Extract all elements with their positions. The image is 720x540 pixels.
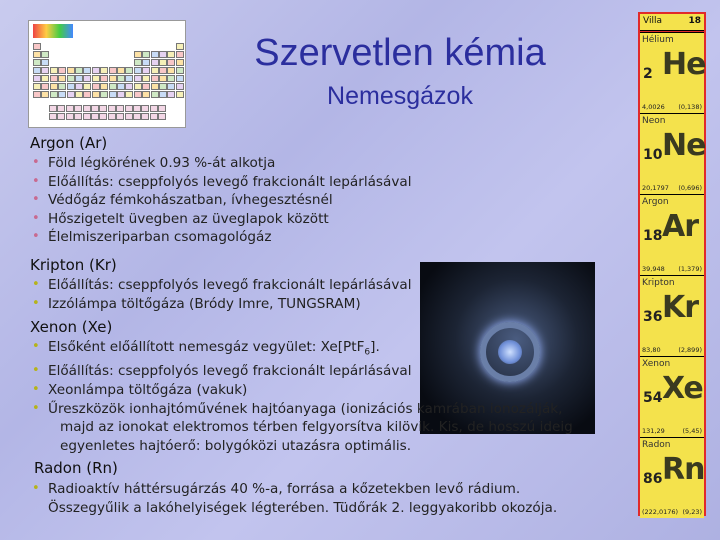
periodic-cell bbox=[125, 83, 133, 90]
slide-subtitle: Nemesgázok bbox=[327, 82, 473, 110]
periodic-cell bbox=[58, 67, 66, 74]
periodic-table-header-bar bbox=[33, 24, 73, 38]
list-item-text: Élelmiszeriparban csomagológáz bbox=[48, 229, 272, 246]
boiling-point: (2,899) bbox=[678, 346, 702, 354]
periodic-cell bbox=[159, 51, 167, 58]
periodic-cell bbox=[167, 59, 175, 66]
periodic-cell bbox=[66, 105, 74, 112]
periodic-cell bbox=[134, 75, 142, 82]
periodic-cell bbox=[109, 83, 117, 90]
element-card bbox=[640, 437, 704, 518]
periodic-cell bbox=[150, 113, 158, 120]
periodic-cell bbox=[151, 51, 159, 58]
element-name: Hélium bbox=[642, 35, 674, 45]
list-item-text: Elsőként előállított nemesgáz vegyület: Xe[PtF bbox=[48, 339, 365, 355]
list-item-text: Előállítás: cseppfolyós levegő frakcionált lepárlásával bbox=[48, 363, 412, 380]
periodic-cell bbox=[50, 67, 58, 74]
periodic-cell bbox=[133, 105, 141, 112]
list-item bbox=[30, 173, 412, 192]
periodic-cell bbox=[176, 91, 184, 98]
element-symbol: Rn bbox=[662, 452, 705, 487]
atomic-mass: 83,80 bbox=[642, 346, 661, 354]
periodic-cell bbox=[151, 67, 159, 74]
periodic-cell bbox=[109, 67, 117, 74]
subscript: 6 bbox=[364, 347, 371, 358]
periodic-cell bbox=[57, 113, 65, 120]
bullet-icon: • bbox=[32, 192, 40, 208]
periodic-cell bbox=[83, 113, 91, 120]
periodic-cell bbox=[41, 59, 49, 66]
periodic-cell bbox=[151, 91, 159, 98]
periodic-cell bbox=[100, 83, 108, 90]
list-item bbox=[30, 381, 573, 400]
periodic-cell bbox=[176, 75, 184, 82]
element-symbol: Ar bbox=[662, 209, 699, 244]
list-item-text: Föld légkörének 0.93 %-át alkotja bbox=[48, 155, 276, 171]
periodic-cell bbox=[100, 67, 108, 74]
periodic-cell bbox=[33, 59, 41, 66]
group-header bbox=[640, 14, 704, 31]
periodic-cell bbox=[41, 51, 49, 58]
periodic-cell bbox=[99, 105, 107, 112]
periodic-cell bbox=[141, 113, 149, 120]
group-label: Villa bbox=[643, 16, 662, 26]
list-item-text-end: ]. bbox=[370, 339, 380, 355]
radon-list bbox=[30, 480, 557, 517]
boiling-point: (0,696) bbox=[678, 184, 702, 192]
list-item-text: Radioaktív háttérsugárzás 40 %-a, forrása a kőzetekben levő rádium. bbox=[48, 481, 521, 497]
periodic-cell bbox=[159, 59, 167, 66]
bullet-icon: • bbox=[32, 400, 40, 416]
periodic-cell bbox=[91, 113, 99, 120]
periodic-cell bbox=[83, 83, 91, 90]
noble-gas-column bbox=[638, 12, 706, 516]
periodic-cell bbox=[151, 75, 159, 82]
periodic-cell bbox=[142, 75, 150, 82]
atomic-number: 10 bbox=[643, 147, 663, 163]
periodic-cell bbox=[117, 75, 125, 82]
periodic-cell bbox=[75, 83, 83, 90]
periodic-cell bbox=[125, 113, 133, 120]
list-item bbox=[30, 400, 573, 456]
periodic-table-image bbox=[28, 20, 186, 128]
list-item-text: Izzólámpa töltőgáza (Bródy Imre, TUNGSRAM) bbox=[48, 295, 361, 312]
periodic-cell bbox=[176, 83, 184, 90]
element-card bbox=[640, 275, 704, 356]
periodic-cell bbox=[134, 67, 142, 74]
group-number: 18 bbox=[688, 16, 701, 26]
periodic-cell bbox=[75, 67, 83, 74]
element-symbol: Kr bbox=[662, 290, 699, 325]
periodic-cell bbox=[116, 113, 124, 120]
list-item-continuation: egyenletes hajtóerő: bolygóközi utazásra optimális. bbox=[60, 437, 412, 454]
boiling-point: (1,379) bbox=[678, 265, 702, 273]
list-item bbox=[30, 191, 412, 210]
periodic-cell bbox=[100, 75, 108, 82]
argon-heading: Argon (Ar) bbox=[30, 134, 108, 152]
periodic-cell bbox=[151, 59, 159, 66]
bullet-icon: • bbox=[32, 229, 40, 245]
periodic-cell bbox=[167, 83, 175, 90]
bullet-icon: • bbox=[32, 173, 40, 189]
element-card bbox=[640, 356, 704, 437]
periodic-cell bbox=[117, 67, 125, 74]
periodic-cell bbox=[159, 91, 167, 98]
element-card bbox=[640, 113, 704, 194]
periodic-cell bbox=[134, 51, 142, 58]
periodic-cell bbox=[50, 83, 58, 90]
element-name: Kripton bbox=[642, 278, 675, 288]
bullet-icon: • bbox=[32, 339, 40, 354]
periodic-cell bbox=[83, 67, 91, 74]
periodic-cell bbox=[125, 75, 133, 82]
list-item-text: Xeonlámpa töltőgáza (vakuk) bbox=[48, 381, 248, 398]
periodic-cell bbox=[33, 83, 41, 90]
list-item bbox=[30, 154, 412, 173]
list-item-text: Előállítás: cseppfolyós levegő frakcionált lepárlásával bbox=[48, 277, 412, 293]
list-item-text: Hőszigetelt üvegben az üveglapok között bbox=[48, 210, 329, 227]
periodic-cell bbox=[83, 91, 91, 98]
atomic-mass: 4,0026 bbox=[642, 103, 665, 111]
periodic-cell bbox=[151, 83, 159, 90]
periodic-cell bbox=[150, 105, 158, 112]
periodic-cell bbox=[33, 43, 41, 50]
periodic-cell bbox=[33, 75, 41, 82]
bullet-icon: • bbox=[32, 295, 40, 311]
element-name: Radon bbox=[642, 440, 671, 450]
periodic-cell bbox=[41, 91, 49, 98]
atomic-mass: (222,0176) bbox=[642, 508, 679, 516]
periodic-cell bbox=[92, 91, 100, 98]
periodic-cell bbox=[108, 105, 116, 112]
periodic-cell bbox=[92, 83, 100, 90]
bullet-icon: • bbox=[32, 363, 40, 379]
periodic-cell bbox=[75, 91, 83, 98]
periodic-cell bbox=[159, 75, 167, 82]
periodic-cell bbox=[33, 51, 41, 58]
periodic-cell bbox=[67, 75, 75, 82]
periodic-cell bbox=[134, 91, 142, 98]
periodic-cell bbox=[125, 105, 133, 112]
periodic-cell bbox=[158, 113, 166, 120]
periodic-cell bbox=[125, 91, 133, 98]
periodic-cell bbox=[176, 59, 184, 66]
periodic-cell bbox=[41, 75, 49, 82]
periodic-cell bbox=[50, 91, 58, 98]
periodic-cell bbox=[142, 91, 150, 98]
periodic-cell bbox=[58, 91, 66, 98]
xenon-heading: Xenon (Xe) bbox=[30, 318, 113, 336]
periodic-cell bbox=[83, 105, 91, 112]
periodic-cell bbox=[134, 83, 142, 90]
periodic-cell bbox=[158, 105, 166, 112]
periodic-cell bbox=[109, 91, 117, 98]
periodic-cell bbox=[167, 91, 175, 98]
periodic-cell bbox=[58, 83, 66, 90]
list-item bbox=[30, 480, 557, 517]
element-symbol: Xe bbox=[662, 371, 703, 406]
periodic-cell bbox=[109, 75, 117, 82]
element-symbol: He bbox=[662, 47, 706, 82]
periodic-cell bbox=[91, 105, 99, 112]
periodic-cell bbox=[49, 113, 57, 120]
bullet-icon: • bbox=[32, 277, 40, 292]
atomic-mass: 39,948 bbox=[642, 265, 665, 273]
periodic-cell bbox=[75, 75, 83, 82]
periodic-cell bbox=[67, 91, 75, 98]
argon-list bbox=[30, 154, 412, 247]
atomic-number: 86 bbox=[643, 471, 663, 487]
atomic-number: 18 bbox=[643, 228, 663, 244]
periodic-cell bbox=[176, 43, 184, 50]
periodic-cell bbox=[74, 113, 82, 120]
periodic-cell bbox=[142, 59, 150, 66]
periodic-cell bbox=[116, 105, 124, 112]
boiling-point: (9,23) bbox=[682, 508, 702, 516]
periodic-cell bbox=[74, 105, 82, 112]
list-item-continuation: Összegyűlik a lakóhelyiségek légterében. Tüdőrák 2. leggyakoribb okozója. bbox=[48, 499, 558, 516]
periodic-cell bbox=[167, 75, 175, 82]
element-name: Neon bbox=[642, 116, 666, 126]
xenon-list bbox=[30, 338, 573, 455]
periodic-cell bbox=[117, 91, 125, 98]
atomic-mass: 20,1797 bbox=[642, 184, 669, 192]
bullet-icon: • bbox=[32, 381, 40, 397]
list-item bbox=[30, 276, 412, 295]
periodic-cell bbox=[142, 67, 150, 74]
periodic-cell bbox=[92, 75, 100, 82]
radon-heading: Radon (Rn) bbox=[34, 459, 118, 477]
periodic-cell bbox=[142, 83, 150, 90]
periodic-cell bbox=[176, 51, 184, 58]
periodic-cell bbox=[99, 113, 107, 120]
list-item-text: Előállítás: cseppfolyós levegő frakcionált lepárlásával bbox=[48, 173, 412, 190]
element-symbol: Ne bbox=[662, 128, 706, 163]
periodic-cell bbox=[176, 67, 184, 74]
atomic-mass: 131,29 bbox=[642, 427, 665, 435]
periodic-cell bbox=[33, 91, 41, 98]
periodic-cell bbox=[141, 105, 149, 112]
periodic-cell bbox=[41, 83, 49, 90]
periodic-cell bbox=[67, 83, 75, 90]
kripton-list bbox=[30, 276, 412, 313]
periodic-cell bbox=[108, 113, 116, 120]
list-item bbox=[30, 362, 573, 381]
periodic-cell bbox=[66, 113, 74, 120]
list-item-text: Űreszközök ionhajtóművének hajtóanyaga (ionizációs kamrában ionozálják, bbox=[48, 400, 563, 417]
periodic-cell bbox=[92, 67, 100, 74]
periodic-cell bbox=[167, 67, 175, 74]
periodic-cell bbox=[142, 51, 150, 58]
kripton-heading: Kripton (Kr) bbox=[30, 256, 117, 274]
periodic-cell bbox=[133, 113, 141, 120]
periodic-cell bbox=[83, 75, 91, 82]
element-name: Argon bbox=[642, 197, 669, 207]
element-name: Xenon bbox=[642, 359, 671, 369]
periodic-cell bbox=[58, 75, 66, 82]
atomic-number: 36 bbox=[643, 309, 663, 325]
boiling-point: (0,138) bbox=[678, 103, 702, 111]
periodic-cell bbox=[49, 105, 57, 112]
list-item-text: Védőgáz fémkohászatban, ívhegesztésnél bbox=[48, 192, 333, 209]
bullet-icon: • bbox=[32, 481, 40, 496]
bullet-icon: • bbox=[32, 210, 40, 226]
list-item bbox=[30, 295, 412, 314]
bullet-icon: • bbox=[32, 155, 40, 170]
periodic-cell bbox=[134, 59, 142, 66]
list-item bbox=[30, 228, 412, 247]
periodic-cell bbox=[159, 83, 167, 90]
atomic-number: 2 bbox=[643, 66, 653, 82]
element-card bbox=[640, 32, 704, 113]
periodic-cell bbox=[100, 91, 108, 98]
boiling-point: (5,45) bbox=[682, 427, 702, 435]
periodic-cell bbox=[50, 75, 58, 82]
element-card bbox=[640, 194, 704, 275]
periodic-cell bbox=[117, 83, 125, 90]
list-item-continuation: majd az ionokat elektromos térben felgyorsítva kilövik. Kis, de hosszú ideig bbox=[60, 419, 573, 436]
periodic-cell bbox=[125, 67, 133, 74]
slide-title: Szervetlen kémia bbox=[254, 32, 546, 74]
periodic-cell bbox=[57, 105, 65, 112]
atomic-number: 54 bbox=[643, 390, 663, 406]
periodic-cell bbox=[67, 67, 75, 74]
periodic-cell bbox=[159, 67, 167, 74]
periodic-cell bbox=[33, 67, 41, 74]
periodic-cell bbox=[167, 51, 175, 58]
periodic-cell bbox=[41, 67, 49, 74]
list-item bbox=[30, 338, 573, 362]
list-item bbox=[30, 210, 412, 229]
